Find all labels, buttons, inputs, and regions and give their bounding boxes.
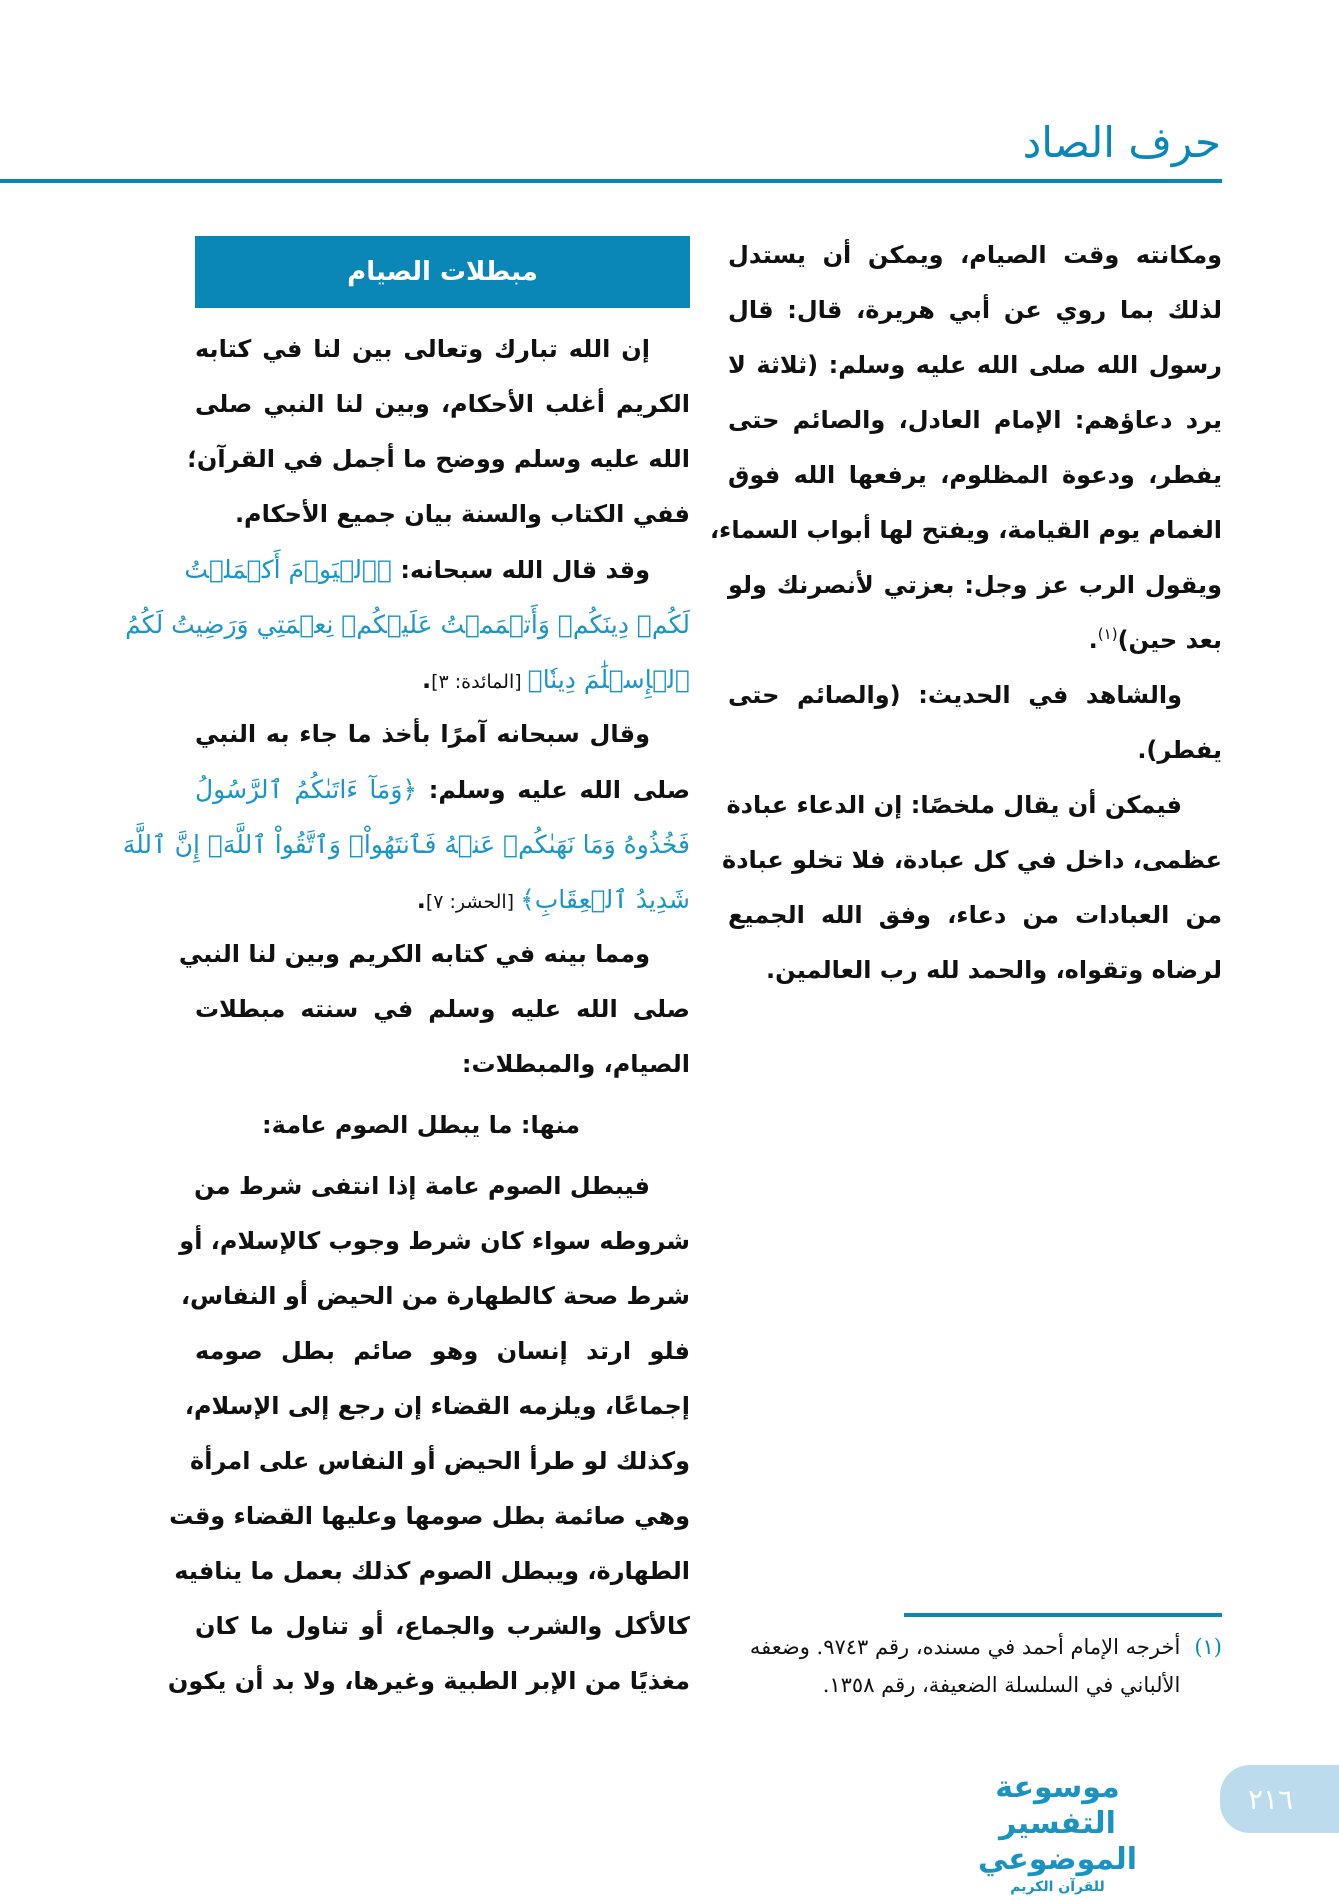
logo-title: موسوعة التفسير الموضوعي <box>977 1770 1138 1877</box>
logo-subtitle: للقرآن الكريم <box>1010 1879 1105 1895</box>
text: صلى الله عليه وسلم في سنته مبطلات <box>195 995 690 1023</box>
text: فيمكن أن يقال ملخصًا: إن الدعاء عبادة <box>726 791 1182 819</box>
text-line <box>179 1214 690 1269</box>
text: إجماعًا، ويلزمه القضاء إن رجع إلى الإسلام، <box>184 1392 690 1420</box>
text: ومكانته وقت الصيام، ويمكن أن يستدل <box>728 241 1222 269</box>
quran-verse: شَدِيدُ ٱلۡعِقَابِ﴾ <box>520 885 690 914</box>
paragraph <box>122 707 691 927</box>
text: لرضاه وتقواه، والحمد لله رب العالمين. <box>766 956 1222 984</box>
text-line <box>195 1159 690 1214</box>
text: عظمى، داخل في كل عبادة، فلا تخلو عبادة <box>722 846 1222 874</box>
verse-reference: [الحشر: ٧] <box>425 891 521 913</box>
text: وهي صائمة بطل صومها وعليها القضاء وقت <box>169 1502 690 1530</box>
text: بعد حين) <box>1117 626 1222 654</box>
text: الصيام، والمبطلات: <box>461 1050 690 1078</box>
text-line <box>195 1599 690 1654</box>
text-line <box>728 668 1222 723</box>
quran-verse: لَكُمۡ دِينَكُمۡ وَأَتۡمَمۡتُ عَلَيۡكُمۡ نِعۡمَتِي وَرَضِيتُ لَكُمُ <box>125 610 690 639</box>
text-line <box>709 503 1222 558</box>
text: . <box>1088 626 1098 654</box>
text: ومما بينه في كتابه الكريم وبين لنا النبي <box>178 940 650 968</box>
text: يرد دعاؤهم: الإمام العادل، والصائم حتى <box>728 406 1222 434</box>
quran-verse: ﴿وَمَآ ءَاتَىٰكُمُ ٱلرَّسُولُ <box>195 775 418 804</box>
text: يفطر، ودعوة المظلوم، يرفعها الله فوق <box>728 461 1222 489</box>
text-line <box>184 542 690 597</box>
paragraph <box>709 228 1222 668</box>
text: ففي الكتاب والسنة بيان جميع الأحكام. <box>234 500 690 528</box>
text: شروطه سواء كان شرط وجوب كالإسلام، أو <box>179 1227 690 1255</box>
text-line <box>728 778 1222 833</box>
quran-verse: ٱلۡإِسۡلَٰمَ دِينٗا﴾ <box>527 665 690 694</box>
text-line <box>728 613 1222 668</box>
paragraph <box>722 778 1222 998</box>
text-line <box>195 707 690 762</box>
text-line <box>728 228 1222 283</box>
text-line <box>190 1434 690 1489</box>
text: يفطر). <box>1137 736 1222 764</box>
text-line <box>184 1379 690 1434</box>
text-line <box>728 283 1222 338</box>
text: فيبطل الصوم عامة إذا انتفى شرط من <box>194 1172 650 1200</box>
text-line <box>722 833 1222 888</box>
paragraph <box>728 668 1222 778</box>
paragraph <box>167 1159 690 1709</box>
page-number-badge <box>1220 1765 1339 1833</box>
text-line <box>195 487 690 542</box>
text-line <box>187 432 690 487</box>
text: وقد قال الله سبحانه: <box>392 556 650 584</box>
text: وقال سبحانه آمرًا بأخذ ما جاء به النبي <box>195 720 650 748</box>
text-line <box>169 1489 690 1544</box>
text: الطهارة، ويبطل الصوم كذلك بعمل ما ينافيه <box>174 1557 690 1585</box>
text-line <box>122 817 690 872</box>
text: الغمام يوم القيامة، ويفتح لها أبواب السماء، <box>709 516 1222 544</box>
quran-verse: ﴿ٱلۡيَوۡمَ أَكۡمَلۡتُ <box>184 555 393 584</box>
text-line <box>195 1098 690 1153</box>
text: لذلك بما روي عن أبي هريرة، قال: قال <box>728 296 1222 324</box>
encyclopedia-logo <box>935 1770 1180 1896</box>
text: شرط صحة كالطهارة من الحيض أو النفاس، <box>180 1282 690 1310</box>
text: الله عليه وسلم ووضح ما أجمل في القرآن؛ <box>187 445 690 473</box>
text-line <box>728 943 1222 998</box>
chapter-title: حرف الصاد <box>1022 118 1221 167</box>
text: كالأكل والشرب والجماع، أو تناول ما كان <box>195 1612 690 1640</box>
header-divider <box>0 179 1222 183</box>
text-line <box>728 723 1222 778</box>
paragraph <box>178 927 690 1092</box>
footnote-number: (١) <box>1194 1635 1222 1659</box>
paragraph <box>195 1098 690 1153</box>
text-line <box>167 1654 690 1709</box>
text: . <box>416 886 426 914</box>
right-column <box>709 228 1222 998</box>
text: صلى الله عليه وسلم: <box>417 776 691 804</box>
text: منها: ما يبطل الصوم عامة: <box>262 1111 580 1139</box>
verse-reference: [المائدة: ٣] <box>431 671 528 693</box>
text-line <box>195 1037 690 1092</box>
text: ويقول الرب عز وجل: بعزتي لأنصرنك ولو <box>728 571 1222 599</box>
footnote-divider <box>904 1613 1222 1617</box>
quran-verse: فَخُذُوهُ وَمَا نَهَىٰكُمۡ عَنۡهُ فَٱنتَهُواْۚ وَٱتَّقُواْ ٱللَّهَۖ إِنَّ ٱللَّهَ <box>122 830 690 859</box>
text: فلو ارتد إنسان وهو صائم بطل صومه <box>195 1337 690 1365</box>
text: مغذيًا من الإبر الطبية وغيرها، ولا بد أن يكون <box>167 1667 690 1695</box>
section-title: مبطلات الصيام <box>347 257 538 287</box>
text: الكريم أغلب الأحكام، وبين لنا النبي صلى <box>195 390 690 418</box>
text: رسول الله صلى الله عليه وسلم: (ثلاثة لا <box>728 351 1222 379</box>
text-line <box>728 888 1222 943</box>
footnote <box>720 1628 1222 1704</box>
paragraph <box>187 322 690 542</box>
text-line <box>728 338 1222 393</box>
text: إن الله تبارك وتعالى بين لنا في كتابه <box>195 335 650 363</box>
text-line <box>195 982 690 1037</box>
text-line <box>174 1544 690 1599</box>
text-line <box>195 322 690 377</box>
text-line <box>728 448 1222 503</box>
text-line <box>180 1269 690 1324</box>
page-number: ٢١٦ <box>1248 1782 1294 1816</box>
text-line <box>195 652 690 707</box>
text-line <box>728 393 1222 448</box>
text-line <box>728 558 1222 613</box>
text-line <box>195 762 690 817</box>
section-title-box <box>195 236 690 308</box>
text-line <box>178 927 690 982</box>
text-line <box>195 872 690 927</box>
text-line <box>125 597 690 652</box>
text: وكذلك لو طرأ الحيض أو النفاس على امرأة <box>190 1447 690 1475</box>
footnote-marker[interactable]: (١) <box>1097 625 1118 643</box>
text: والشاهد في الحديث: (والصائم حتى <box>728 681 1182 709</box>
text-line <box>195 377 690 432</box>
footnote-text: أخرجه الإمام أحمد في مسنده، رقم ٩٧٤٣. وضعفه الألباني في السلسلة الضعيفة، رقم ١٣٥٨. <box>749 1635 1181 1697</box>
text: من العبادات من دعاء، وفق الله الجميع <box>728 901 1222 929</box>
text: . <box>421 666 432 694</box>
left-column <box>122 322 691 1709</box>
paragraph <box>125 542 690 707</box>
text-line <box>195 1324 690 1379</box>
